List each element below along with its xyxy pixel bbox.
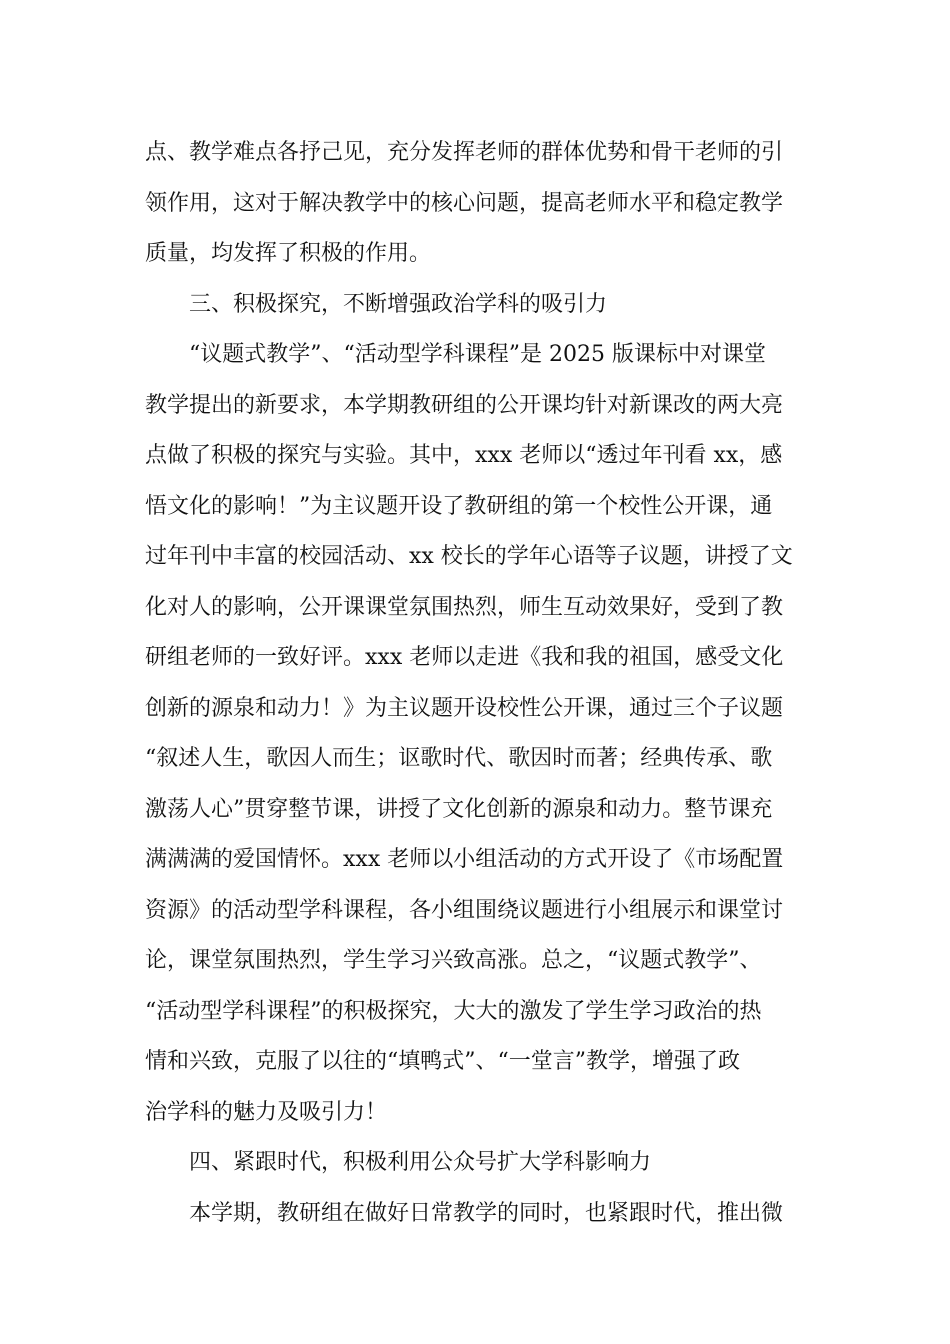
body-line: 激荡人心”贯穿整节课，讲授了文化创新的源泉和动力。整节课充 [145,796,773,822]
body-line: 过年刊中丰富的校园活动、xx 校长的学年心语等子议题，讲授了文 [145,544,793,569]
body-line: 化对人的影响，公开课课堂氛围热烈，师生互动效果好，受到了教 [145,594,784,620]
section-heading-3: 三、积极探究，不断增强政治学科的吸引力 [189,291,608,317]
body-line: 情和兴致，克服了以往的“填鸭式”、“一堂言”教学，增强了政 [145,1049,740,1074]
body-line: “活动型学科课程”的积极探究，大大的激发了学生学习政治的热 [145,998,762,1024]
body-line: 资源》的活动型学科课程，各小组围绕议题进行小组展示和课堂讨 [145,897,784,923]
body-line: 教学提出的新要求，本学期教研组的公开课均针对新课改的两大亮 [145,392,784,418]
document-body [145,128,810,1239]
body-line: 点做了积极的探究与实验。其中，xxx 老师以“透过年刊看 xx，感 [145,443,783,468]
body-line: “叙述人生，歌因人而生；讴歌时代、歌因时而著；经典传承、歌 [145,746,773,771]
body-line: 领作用，这对于解决教学中的核心问题，提高老师水平和稳定教学 [145,190,784,216]
paragraph-start: 本学期，教研组在做好日常教学的同时，也紧跟时代，推出微 [189,1200,784,1226]
body-line: 论，课堂氛围热烈，学生学习兴致高涨。总之，“议题式教学”、 [145,948,762,973]
body-line: 质量，均发挥了积极的作用。 [145,241,432,266]
body-line: 创新的源泉和动力！》为主议题开设校性公开课，通过三个子议题 [145,695,784,721]
section-heading-4: 四、紧跟时代，积极利用公众号扩大学科影响力 [189,1150,652,1175]
body-line: 研组老师的一致好评。xxx 老师以走进《我和我的祖国，感受文化 [145,645,784,670]
body-line: 治学科的魅力及吸引力！ [145,1099,388,1125]
body-line: 点、教学难点各抒己见，充分发挥老师的群体优势和骨干老师的引 [145,140,784,165]
paragraph-start: “议题式教学”、“活动型学科课程”是 2025 版课标中对课堂 [189,342,766,367]
body-line: 满满满的爱国情怀。xxx 老师以小组活动的方式开设了《市场配置 [145,847,784,872]
body-line: 悟文化的影响！”为主议题开设了教研组的第一个校性公开课，通 [145,493,773,519]
